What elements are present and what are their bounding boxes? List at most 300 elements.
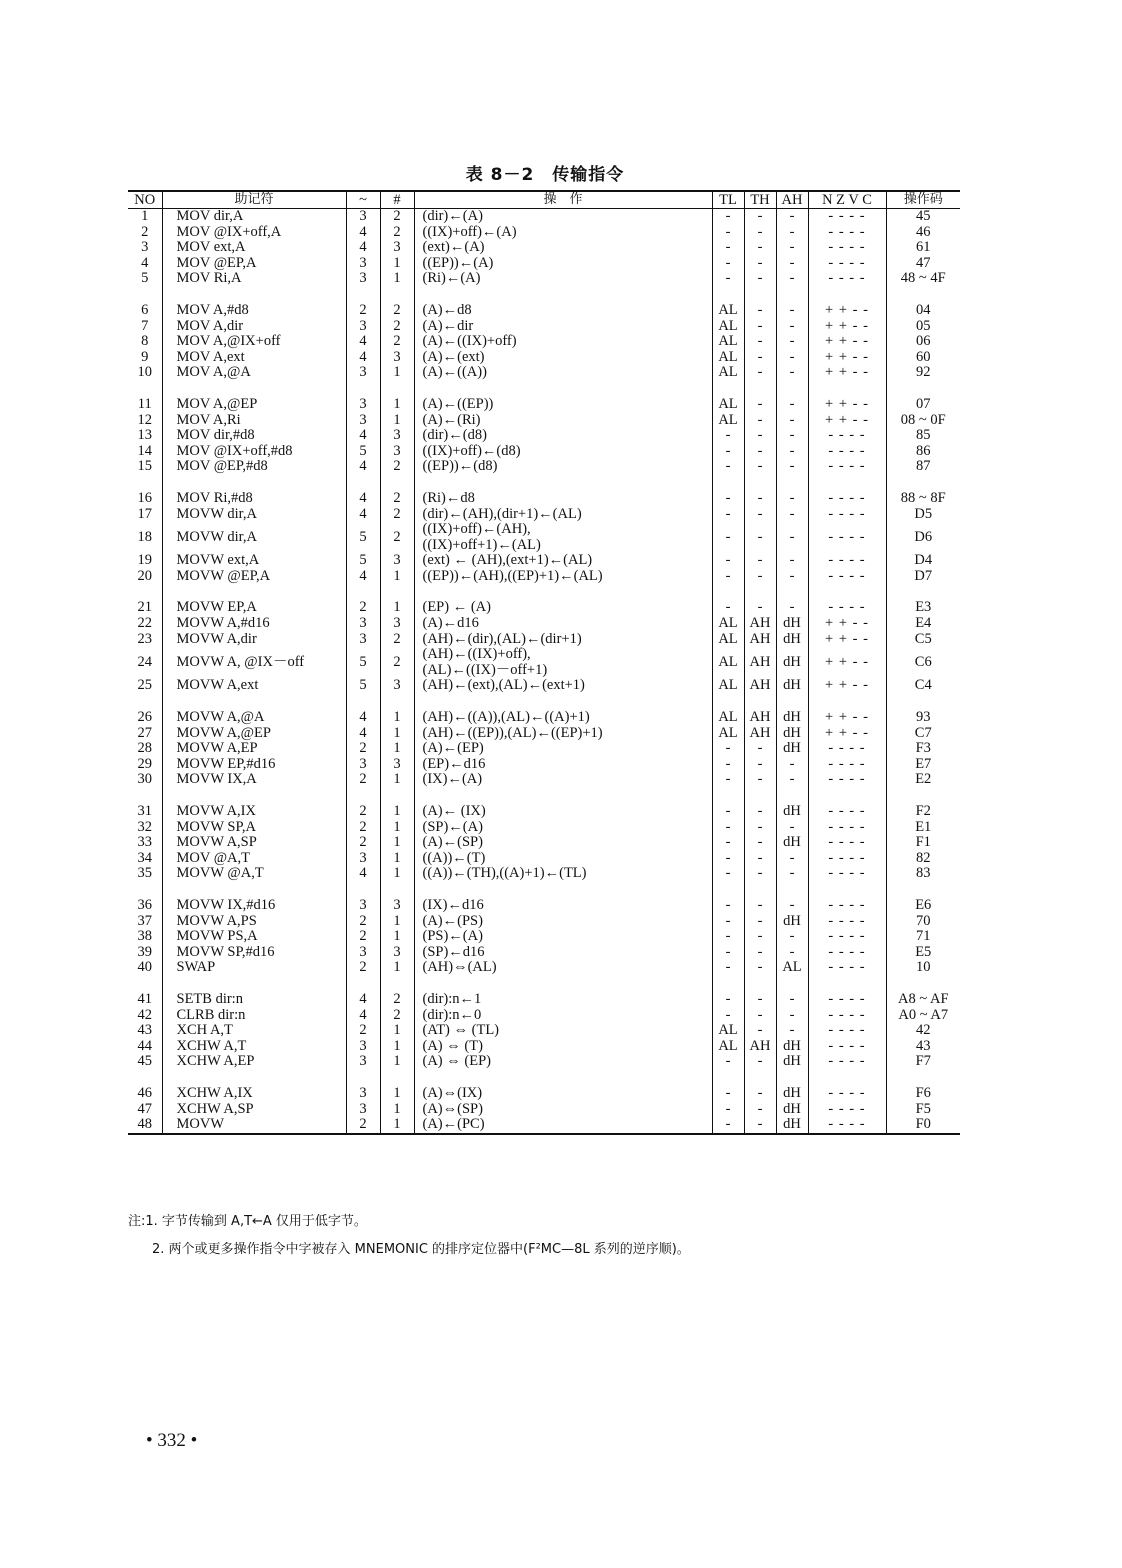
row-mnemonic: MOVW A,@A bbox=[162, 710, 346, 726]
row-mnemonic: MOVW IX,A bbox=[162, 772, 346, 788]
row-th: - bbox=[744, 256, 776, 272]
row-cycles: 2 bbox=[346, 804, 380, 820]
table-row bbox=[128, 303, 960, 319]
spacer-cell bbox=[776, 584, 808, 600]
spacer-cell bbox=[886, 584, 960, 600]
row-opcode: E2 bbox=[886, 772, 960, 788]
row-cycles: 5 bbox=[346, 522, 380, 553]
row-cycles: 3 bbox=[346, 945, 380, 961]
row-cycles: 3 bbox=[346, 365, 380, 381]
row-tl: - bbox=[712, 898, 744, 914]
group-spacer-row bbox=[128, 381, 960, 397]
row-th: AH bbox=[744, 710, 776, 726]
row-operation: (AH)←(dir),(AL)←(dir+1) bbox=[414, 632, 712, 648]
row-cycles: 3 bbox=[346, 851, 380, 867]
row-cycles: 2 bbox=[346, 835, 380, 851]
table-row bbox=[128, 945, 960, 961]
row-flags: - - - - bbox=[808, 804, 886, 820]
row-tl: - bbox=[712, 741, 744, 757]
row-operation: (dir)←(d8) bbox=[414, 428, 712, 444]
row-flags: + + - - bbox=[808, 365, 886, 381]
row-opcode: 60 bbox=[886, 350, 960, 366]
row-tl: - bbox=[712, 444, 744, 460]
row-cycles: 2 bbox=[346, 772, 380, 788]
row-opcode: F3 bbox=[886, 741, 960, 757]
table-row bbox=[128, 1086, 960, 1102]
spacer-cell bbox=[886, 1070, 960, 1086]
spacer-cell bbox=[346, 475, 380, 491]
row-opcode: E3 bbox=[886, 600, 960, 616]
spacer-cell bbox=[162, 882, 346, 898]
row-th: - bbox=[744, 1102, 776, 1118]
row-tl: - bbox=[712, 256, 744, 272]
row-opcode: 86 bbox=[886, 444, 960, 460]
table-row bbox=[128, 397, 960, 413]
notes bbox=[128, 1208, 690, 1264]
row-number: 2 bbox=[141, 224, 149, 240]
row-th: - bbox=[744, 303, 776, 319]
spacer-cell bbox=[744, 788, 776, 804]
group-spacer-row bbox=[128, 788, 960, 804]
row-cycles: 2 bbox=[346, 960, 380, 976]
header-flags: N Z V C bbox=[808, 191, 886, 209]
table-row bbox=[128, 757, 960, 773]
row-cycles: 3 bbox=[346, 1039, 380, 1055]
row-operation: (Ri)←d8 bbox=[414, 491, 712, 507]
row-tl: - bbox=[712, 866, 744, 882]
row-flags: - - - - bbox=[808, 1023, 886, 1039]
row-th: - bbox=[744, 804, 776, 820]
row-tl: - bbox=[712, 459, 744, 475]
row-tl: - bbox=[712, 914, 744, 930]
table-row bbox=[128, 491, 960, 507]
row-operation: (A)←(PS) bbox=[414, 914, 712, 930]
table-row bbox=[128, 428, 960, 444]
row-mnemonic: MOVW @EP,A bbox=[162, 569, 346, 585]
row-mnemonic: MOV A,@A bbox=[162, 365, 346, 381]
row-operation: (A)←d8 bbox=[414, 303, 712, 319]
row-tl: - bbox=[712, 1086, 744, 1102]
row-ah: dH bbox=[776, 804, 808, 820]
spacer-cell bbox=[712, 287, 744, 303]
table-row bbox=[128, 632, 960, 648]
row-tl: AL bbox=[712, 303, 744, 319]
row-operation: (Ri)←(A) bbox=[414, 271, 712, 287]
row-mnemonic: CLRB dir:n bbox=[162, 1008, 346, 1024]
spacer-cell bbox=[744, 381, 776, 397]
row-mnemonic: MOV @A,T bbox=[162, 851, 346, 867]
row-tl: - bbox=[712, 569, 744, 585]
table-row bbox=[128, 726, 960, 742]
row-number: 4 bbox=[141, 255, 149, 271]
row-bytes: 2 bbox=[380, 632, 414, 648]
spacer-cell bbox=[414, 381, 712, 397]
table-row bbox=[128, 444, 960, 460]
spacer-cell bbox=[162, 475, 346, 491]
row-bytes: 1 bbox=[380, 1086, 414, 1102]
spacer-cell bbox=[128, 1070, 162, 1086]
row-cycles: 3 bbox=[346, 632, 380, 648]
row-tl: AL bbox=[712, 413, 744, 429]
row-opcode: 10 bbox=[886, 960, 960, 976]
row-opcode: 92 bbox=[886, 365, 960, 381]
row-mnemonic: MOV dir,#d8 bbox=[162, 428, 346, 444]
spacer-cell bbox=[808, 475, 886, 491]
table-row bbox=[128, 647, 960, 678]
spacer-cell bbox=[808, 882, 886, 898]
row-tl: AL bbox=[712, 616, 744, 632]
row-ah: - bbox=[776, 459, 808, 475]
row-flags: - - - - bbox=[808, 600, 886, 616]
row-mnemonic: MOVW A,#d16 bbox=[162, 616, 346, 632]
row-flags: - - - - bbox=[808, 851, 886, 867]
spacer-cell bbox=[162, 1070, 346, 1086]
row-flags: - - - - bbox=[808, 209, 886, 225]
row-number: 36 bbox=[137, 897, 152, 913]
row-bytes: 1 bbox=[380, 413, 414, 429]
spacer-cell bbox=[886, 976, 960, 992]
spacer-cell bbox=[776, 1070, 808, 1086]
row-cycles: 3 bbox=[346, 757, 380, 773]
row-tl: - bbox=[712, 600, 744, 616]
spacer-cell bbox=[162, 694, 346, 710]
row-tl: AL bbox=[712, 632, 744, 648]
spacer-cell bbox=[380, 381, 414, 397]
row-number: 16 bbox=[137, 490, 152, 506]
spacer-cell bbox=[712, 882, 744, 898]
row-mnemonic: MOVW A,dir bbox=[162, 632, 346, 648]
row-cycles: 4 bbox=[346, 491, 380, 507]
row-operation: ((EP))←(d8) bbox=[414, 459, 712, 475]
row-operation: (SP)←d16 bbox=[414, 945, 712, 961]
row-number: 41 bbox=[137, 991, 152, 1007]
row-operation: (ext) ← (AH),(ext+1)←(AL) bbox=[414, 553, 712, 569]
spacer-cell bbox=[808, 1070, 886, 1086]
spacer-cell bbox=[886, 381, 960, 397]
header-tl: TL bbox=[712, 191, 744, 209]
row-opcode: E1 bbox=[886, 820, 960, 836]
spacer-cell bbox=[128, 788, 162, 804]
row-mnemonic: MOV @EP,A bbox=[162, 256, 346, 272]
row-mnemonic: MOV @IX+off,A bbox=[162, 225, 346, 241]
row-cycles: 4 bbox=[346, 225, 380, 241]
spacer-cell bbox=[712, 584, 744, 600]
table-row bbox=[128, 866, 960, 882]
row-cycles: 3 bbox=[346, 209, 380, 225]
row-number: 13 bbox=[137, 428, 152, 444]
row-mnemonic: MOV A,#d8 bbox=[162, 303, 346, 319]
row-operation: (A)⇔(IX) bbox=[414, 1086, 712, 1102]
row-operation: (AH)⇔(AL) bbox=[414, 960, 712, 976]
row-operation: (A)←((IX)+off) bbox=[414, 334, 712, 350]
row-operation: (IX)←d16 bbox=[414, 898, 712, 914]
row-mnemonic: MOVW SP,A bbox=[162, 820, 346, 836]
row-bytes: 1 bbox=[380, 929, 414, 945]
spacer-cell bbox=[776, 694, 808, 710]
row-number: 21 bbox=[137, 600, 152, 616]
row-opcode: D4 bbox=[886, 553, 960, 569]
row-flags: + + - - bbox=[808, 350, 886, 366]
table-row bbox=[128, 459, 960, 475]
spacer-cell bbox=[346, 694, 380, 710]
row-opcode: F6 bbox=[886, 1086, 960, 1102]
row-th: AH bbox=[744, 632, 776, 648]
row-mnemonic: XCHW A,IX bbox=[162, 1086, 346, 1102]
row-operation bbox=[414, 522, 712, 553]
row-number: 32 bbox=[137, 819, 152, 835]
row-opcode: C6 bbox=[886, 647, 960, 678]
row-number: 15 bbox=[137, 459, 152, 475]
group-spacer-row bbox=[128, 287, 960, 303]
row-tl: - bbox=[712, 491, 744, 507]
row-bytes: 2 bbox=[380, 491, 414, 507]
spacer-cell bbox=[128, 475, 162, 491]
row-operation: (EP)←d16 bbox=[414, 757, 712, 773]
row-tl: - bbox=[712, 851, 744, 867]
row-opcode: 43 bbox=[886, 1039, 960, 1055]
row-ah: - bbox=[776, 553, 808, 569]
row-th: - bbox=[744, 271, 776, 287]
row-operation: (A)←(SP) bbox=[414, 835, 712, 851]
spacer-cell bbox=[346, 788, 380, 804]
row-bytes: 1 bbox=[380, 271, 414, 287]
row-th: - bbox=[744, 569, 776, 585]
row-operation: ((A))←(TH),((A)+1)←(TL) bbox=[414, 866, 712, 882]
spacer-cell bbox=[414, 1070, 712, 1086]
row-opcode: F5 bbox=[886, 1102, 960, 1118]
spacer-cell bbox=[744, 475, 776, 491]
row-ah: - bbox=[776, 428, 808, 444]
row-operation: (ext)←(A) bbox=[414, 240, 712, 256]
row-operation: (A)←dir bbox=[414, 319, 712, 335]
row-bytes: 1 bbox=[380, 710, 414, 726]
spacer-cell bbox=[414, 976, 712, 992]
row-cycles: 5 bbox=[346, 553, 380, 569]
row-opcode: 04 bbox=[886, 303, 960, 319]
row-opcode: 61 bbox=[886, 240, 960, 256]
spacer-cell bbox=[776, 976, 808, 992]
row-flags: - - - - bbox=[808, 898, 886, 914]
row-number: 11 bbox=[137, 396, 152, 412]
row-bytes: 2 bbox=[380, 459, 414, 475]
table-row bbox=[128, 319, 960, 335]
row-flags: + + - - bbox=[808, 678, 886, 694]
row-mnemonic: MOV Ri,#d8 bbox=[162, 491, 346, 507]
row-operation: (AH)←((EP)),(AL)←((EP)+1) bbox=[414, 726, 712, 742]
table-row bbox=[128, 960, 960, 976]
row-ah: - bbox=[776, 898, 808, 914]
row-number: 3 bbox=[141, 240, 149, 256]
table-row bbox=[128, 569, 960, 585]
table-row bbox=[128, 1008, 960, 1024]
row-cycles: 3 bbox=[346, 1054, 380, 1070]
row-number: 9 bbox=[141, 349, 149, 365]
row-flags: - - - - bbox=[808, 1039, 886, 1055]
row-number: 43 bbox=[137, 1023, 152, 1039]
row-bytes: 1 bbox=[380, 726, 414, 742]
row-number: 29 bbox=[137, 756, 152, 772]
spacer-cell bbox=[808, 381, 886, 397]
row-bytes: 2 bbox=[380, 225, 414, 241]
spacer-cell bbox=[346, 882, 380, 898]
spacer-cell bbox=[744, 882, 776, 898]
row-bytes: 2 bbox=[380, 647, 414, 678]
row-operation: (A)←(EP) bbox=[414, 741, 712, 757]
row-cycles: 4 bbox=[346, 726, 380, 742]
row-number: 5 bbox=[141, 271, 149, 287]
row-number: 23 bbox=[137, 631, 152, 647]
table-row bbox=[128, 600, 960, 616]
spacer-cell bbox=[346, 287, 380, 303]
row-operation: (A)←(ext) bbox=[414, 350, 712, 366]
row-bytes: 1 bbox=[380, 600, 414, 616]
row-flags: - - - - bbox=[808, 491, 886, 507]
row-operation: (dir)←(AH),(dir+1)←(AL) bbox=[414, 507, 712, 523]
row-ah: - bbox=[776, 992, 808, 1008]
row-flags: + + - - bbox=[808, 413, 886, 429]
row-operation: (A)←((A)) bbox=[414, 365, 712, 381]
row-cycles: 2 bbox=[346, 303, 380, 319]
row-bytes: 1 bbox=[380, 866, 414, 882]
row-ah: AL bbox=[776, 960, 808, 976]
row-tl: AL bbox=[712, 365, 744, 381]
row-number: 44 bbox=[137, 1038, 152, 1054]
row-ah: - bbox=[776, 209, 808, 225]
row-th: - bbox=[744, 898, 776, 914]
spacer-cell bbox=[162, 584, 346, 600]
spacer-cell bbox=[886, 694, 960, 710]
row-cycles: 5 bbox=[346, 444, 380, 460]
row-tl: - bbox=[712, 209, 744, 225]
spacer-cell bbox=[162, 287, 346, 303]
spacer-cell bbox=[744, 1070, 776, 1086]
row-ah: - bbox=[776, 569, 808, 585]
row-cycles: 5 bbox=[346, 678, 380, 694]
row-th: - bbox=[744, 397, 776, 413]
row-opcode: D7 bbox=[886, 569, 960, 585]
row-number: 39 bbox=[137, 944, 152, 960]
table-row bbox=[128, 678, 960, 694]
row-tl: - bbox=[712, 772, 744, 788]
row-opcode: 05 bbox=[886, 319, 960, 335]
row-ah: - bbox=[776, 413, 808, 429]
row-tl: - bbox=[712, 804, 744, 820]
row-opcode: C7 bbox=[886, 726, 960, 742]
header-no: NO bbox=[134, 192, 156, 208]
table-row bbox=[128, 1117, 960, 1134]
row-mnemonic: MOVW dir,A bbox=[162, 522, 346, 553]
row-ah: - bbox=[776, 851, 808, 867]
row-operation: (A)←d16 bbox=[414, 616, 712, 632]
row-number: 38 bbox=[137, 929, 152, 945]
row-operation: ((IX)+off)←(A) bbox=[414, 225, 712, 241]
row-bytes: 1 bbox=[380, 1117, 414, 1134]
row-number: 22 bbox=[137, 616, 152, 632]
row-mnemonic: MOVW ext,A bbox=[162, 553, 346, 569]
spacer-cell bbox=[776, 882, 808, 898]
row-mnemonic: MOVW PS,A bbox=[162, 929, 346, 945]
row-flags: - - - - bbox=[808, 240, 886, 256]
row-flags: - - - - bbox=[808, 960, 886, 976]
table-row bbox=[128, 271, 960, 287]
spacer-cell bbox=[712, 381, 744, 397]
row-operation: ((A))←(T) bbox=[414, 851, 712, 867]
row-bytes: 1 bbox=[380, 772, 414, 788]
row-mnemonic: MOV A,@IX+off bbox=[162, 334, 346, 350]
spacer-cell bbox=[744, 976, 776, 992]
row-tl: AL bbox=[712, 319, 744, 335]
table-row bbox=[128, 992, 960, 1008]
row-ah: - bbox=[776, 319, 808, 335]
row-tl: AL bbox=[712, 334, 744, 350]
row-cycles: 2 bbox=[346, 600, 380, 616]
row-number: 34 bbox=[137, 850, 152, 866]
row-th: - bbox=[744, 444, 776, 460]
row-flags: - - - - bbox=[808, 929, 886, 945]
group-spacer-row bbox=[128, 584, 960, 600]
spacer-cell bbox=[712, 788, 744, 804]
row-th: - bbox=[744, 1117, 776, 1134]
header-cycles: ~ bbox=[346, 191, 380, 209]
row-opcode: E4 bbox=[886, 616, 960, 632]
spacer-cell bbox=[414, 694, 712, 710]
row-cycles: 3 bbox=[346, 1102, 380, 1118]
row-operation: (dir):n←0 bbox=[414, 1008, 712, 1024]
row-opcode: F2 bbox=[886, 804, 960, 820]
table-row bbox=[128, 851, 960, 867]
instruction-table-wrap bbox=[128, 190, 960, 1135]
row-opcode: 71 bbox=[886, 929, 960, 945]
row-th: - bbox=[744, 866, 776, 882]
header-opcode: 操作码 bbox=[886, 191, 960, 209]
row-flags: + + - - bbox=[808, 397, 886, 413]
table-row bbox=[128, 365, 960, 381]
row-opcode: C4 bbox=[886, 678, 960, 694]
spacer-cell bbox=[128, 976, 162, 992]
row-number: 28 bbox=[137, 741, 152, 757]
spacer-cell bbox=[808, 287, 886, 303]
row-number: 19 bbox=[137, 553, 152, 569]
row-operation: (AH)←(ext),(AL)←(ext+1) bbox=[414, 678, 712, 694]
row-bytes: 1 bbox=[380, 397, 414, 413]
row-bytes: 3 bbox=[380, 678, 414, 694]
row-mnemonic: MOVW @A,T bbox=[162, 866, 346, 882]
row-tl: AL bbox=[712, 647, 744, 678]
table-row bbox=[128, 553, 960, 569]
table-title: 表 8－2 传输指令 bbox=[465, 165, 625, 185]
spacer-cell bbox=[712, 1070, 744, 1086]
row-opcode: C5 bbox=[886, 632, 960, 648]
row-bytes: 3 bbox=[380, 757, 414, 773]
row-number: 12 bbox=[137, 412, 152, 428]
row-tl: AL bbox=[712, 350, 744, 366]
row-opcode: 83 bbox=[886, 866, 960, 882]
table-row bbox=[128, 616, 960, 632]
row-ah: dH bbox=[776, 914, 808, 930]
spacer-cell bbox=[380, 1070, 414, 1086]
row-number: 18 bbox=[137, 528, 152, 545]
row-flags: - - - - bbox=[808, 444, 886, 460]
spacer-cell bbox=[808, 976, 886, 992]
row-th: - bbox=[744, 929, 776, 945]
header-ah: AH bbox=[776, 191, 808, 209]
operation-line: ((IX)+off)←(AH), bbox=[422, 522, 531, 538]
row-number: 35 bbox=[137, 866, 152, 882]
row-cycles: 4 bbox=[346, 428, 380, 444]
row-cycles: 5 bbox=[346, 647, 380, 678]
row-flags: - - - - bbox=[808, 1086, 886, 1102]
row-opcode: 87 bbox=[886, 459, 960, 475]
